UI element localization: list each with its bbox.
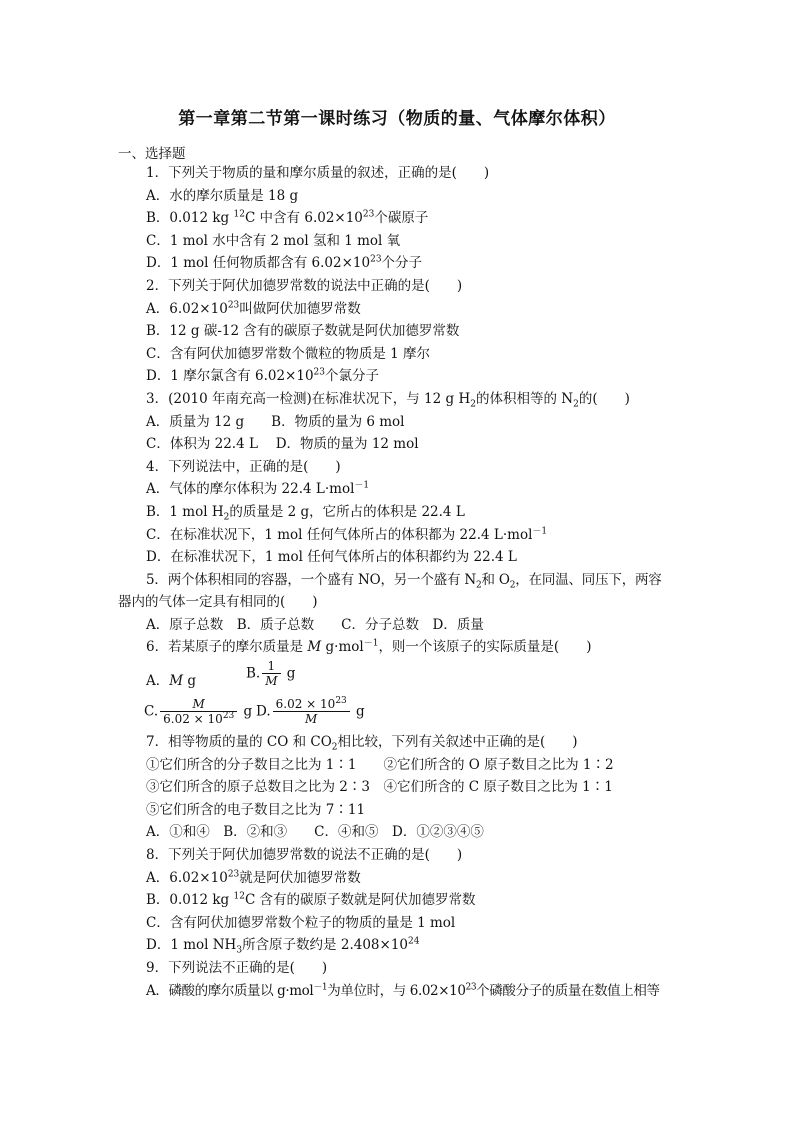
question-7-options: A．①和④ B．②和③ C．④和⑤ D．①②③④⑤ bbox=[146, 824, 484, 841]
page-title: 第一章第二节第一课时练习（物质的量、气体摩尔体积） bbox=[178, 109, 616, 129]
question-4-option-a: A．气体的摩尔体积为 22.4 L·mol$^{-1}$ bbox=[146, 480, 370, 498]
question-8-stem: 8．下列关于阿伏加德罗常数的说法不正确的是( ) bbox=[146, 847, 463, 864]
question-5-options: A．原子总数 B．质子总数 C．分子总数 D．质量 bbox=[146, 616, 484, 633]
question-6-option-c: C. $\frac{M}{6.02 \times 10^{23}}$ g bbox=[144, 697, 253, 727]
question-1-option-b: B．0.012 kg $^{12}$C 中含有 $6.02\times 10^{23}$个碳原子 bbox=[146, 209, 429, 227]
question-2-option-c: C．含有阿伏加德罗常数个微粒的物质是 1 摩尔 bbox=[146, 345, 431, 362]
question-6-stem: 6．若某原子的摩尔质量是 M g·mol$^{-1}$，则一个该原子的实际质量是( ) bbox=[146, 638, 592, 656]
question-9-stem: 9．下列说法不正确的是( ) bbox=[146, 960, 328, 976]
question-2-option-b: B．12 g 碳-12 含有的碳原子数就是阿伏加德罗常数 bbox=[146, 323, 460, 340]
question-1-option-c: C．1 mol 水中含有 2 mol 氢和 1 mol 氧 bbox=[146, 232, 401, 249]
question-4-option-d: D．在标准状况下，1 mol 任何气体所占的体积都约为 22.4 L bbox=[146, 549, 517, 566]
question-2-stem: 2．下列关于阿伏加德罗常数的说法中正确的是( ) bbox=[146, 277, 463, 294]
question-7-statements-1: ①它们所含的分子数目之比为 1∶1 ②它们所含的 O 原子数目之比为 1∶2 bbox=[146, 756, 614, 773]
question-8-option-d: D．1 mol $NH_3$所含原子数约是 $2.408\times 10^{24}$ bbox=[146, 936, 420, 957]
question-6-options-ab bbox=[118, 659, 684, 695]
question-8-option-a: A．$6.02\times 10^{23}$就是阿伏加德罗常数 bbox=[146, 869, 361, 886]
question-5-stem-continued: 器内的气体一定具有相同的( ) bbox=[118, 594, 318, 611]
question-6-option-a: A．M g bbox=[146, 673, 197, 690]
question-6-options-cd bbox=[118, 695, 684, 731]
question-1-stem: 1．下列关于物质的量和摩尔质量的叙述，正确的是( ) bbox=[146, 165, 490, 181]
question-2-option-d: D．1 摩尔氯含有 $6.02\times 10^{23}$个氯分子 bbox=[146, 367, 379, 385]
question-list bbox=[118, 162, 684, 1002]
question-4-option-b: B．1 mol $H_2$的质量是 2 g，它所占的体积是 22.4 L bbox=[146, 503, 465, 523]
question-7-statements-2: ③它们所含的原子总数目之比为 2∶3 ④它们所含的 C 原子数目之比为 1∶1 bbox=[146, 779, 613, 796]
section-heading: 一、选择题 bbox=[118, 146, 186, 162]
question-6-option-d: D. $\frac{6.02 \times 10^{23}}{M}$ g bbox=[256, 696, 365, 727]
question-5-stem: 5．两个体积相同的容器，一个盛有 NO，另一个盛有 $N_2$和 $O_2$，在同温、同压下，两容 bbox=[146, 571, 662, 591]
question-4-stem: 4．下列说法中，正确的是( ) bbox=[146, 458, 341, 475]
question-7-stem: 7．相等物质的量的 CO 和 $CO_2$相比较，下列有关叙述中正确的是( ) bbox=[146, 734, 578, 753]
question-8-option-c: C．含有阿伏加德罗常数个粒子的物质的量是 1 mol bbox=[146, 914, 456, 931]
question-1-option-a: A．水的摩尔质量是 18 g bbox=[146, 187, 299, 204]
question-3-options-ab: A．质量为 12 g B．物质的量为 6 mol bbox=[146, 413, 405, 430]
question-1-option-d: D．1 mol 任何物质都含有 $6.02\times 10^{23}$个分子 bbox=[146, 254, 423, 272]
question-2-option-a: A．$6.02\times 10^{23}$叫做阿伏加德罗常数 bbox=[146, 300, 361, 317]
question-9-option-a: A．磷酸的摩尔质量以 g·mol$^{-1}$为单位时，与 $6.02\times 10^{23}$个磷酸分子的质量在数值上相等 bbox=[146, 982, 660, 999]
question-8-option-b: B．0.012 kg $^{12}$C 含有的碳原子数就是阿伏加德罗常数 bbox=[146, 891, 476, 909]
question-6-option-b: B. $\frac{1}{M}$ g bbox=[246, 659, 296, 689]
question-3-stem: 3．(2010 年南充高一检测)在标准状况下，与 12 g $H_2$的体积相等的 $N_2$的( ) bbox=[146, 390, 630, 410]
question-3-options-cd: C．体积为 22.4 L D．物质的量为 12 mol bbox=[146, 436, 419, 453]
question-7-statements-3: ⑤它们所含的电子数目之比为 7∶11 bbox=[146, 801, 366, 818]
question-4-option-c: C．在标准状况下，1 mol 任何气体所占的体积都为 22.4 L·mol$^{-1}$ bbox=[146, 526, 548, 543]
